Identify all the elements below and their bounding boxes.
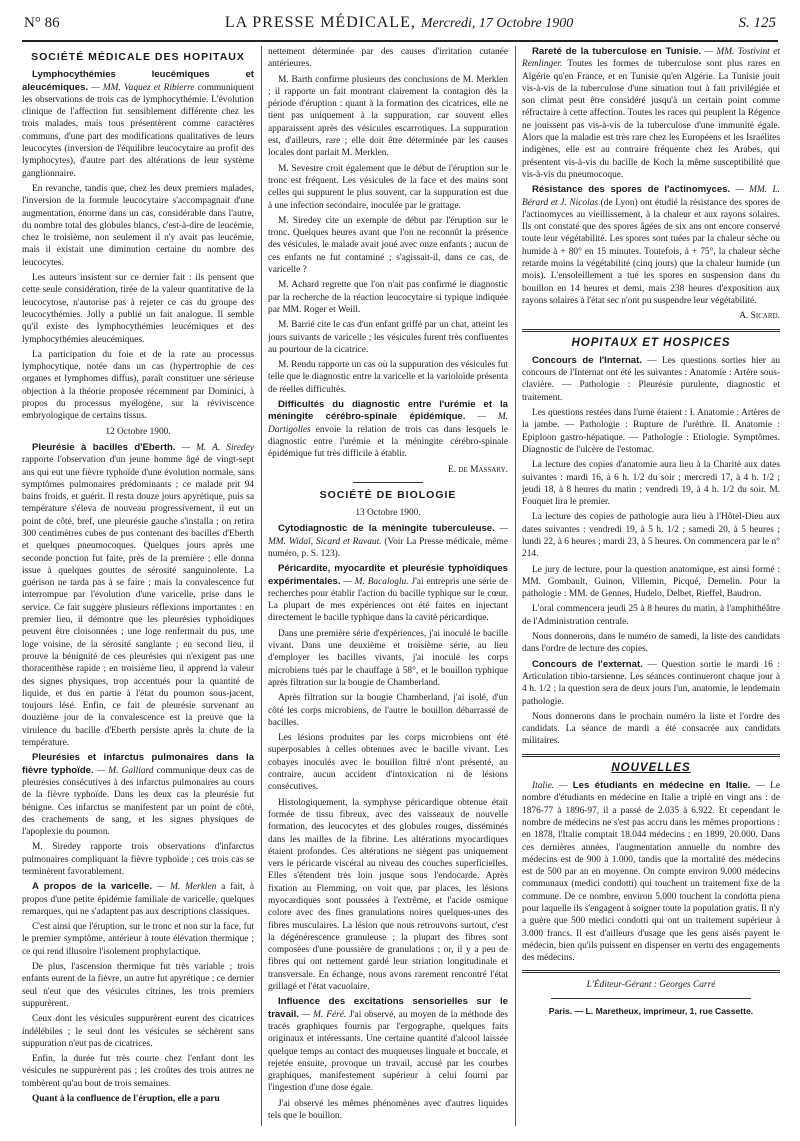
signature: E. de Massary. xyxy=(447,464,508,475)
column-divider xyxy=(515,46,516,1126)
paragraph: La lecture des copies de pathologie aura lieu à l'Hôtel-Dieu aux dates suivantes : vendredi 19, à 5 h. 1/2 ; samedi 20, à 5 heures ; lundi 22, à 6 heures ; mardi 23, à 5 heures. On commencera par le n° 214. xyxy=(522,512,780,560)
article-authors: — M. A. Siredey xyxy=(181,442,254,453)
column-2 xyxy=(268,46,508,1126)
paragraph: Les questions restées dans l'urne étaient : I. Anatomie : Artères de la jambe. — Pathologie : Rupture de l'urèthre. II. Anatomie : Epiploon gastro-hépatique. — Pathologie : Etiologie. Symptômes. Diagnostic de l'ulcère de l'estomac. xyxy=(522,408,780,455)
paragraph: En revanche, tandis que, chez les deux premiers malades, l'inversion de la formule leucocytaire s'accompagnait d'une augmentation, énorme dans un cas, considérable dans l'autre, du nombre total des globules blancs, c'est-à-dire de leucémie, chez le troisième, non seulement il n'y avait pas leucémie, mais il existait une diminution certaine du nombre des leucocytes. xyxy=(22,183,254,268)
paragraph: Histologiquement, la symphyse péricardique obtenue était formée de tissu fibreux, avec des vaisseaux de nouvelle formation, des leucocytes et des globules rouges, disséminés dans les mailles de la fibrine. Les altérations myocardiques étaient profondes. Ces altérations ne siègent pas uniquement vers le péricarde viscéral au niveau des couches superficielles. Elles s'étendent très loin jusque sous l'endocarde. Après fixation au Flemming, on voit que, par places, les lésions myocardiques sont poussées à l'extrême, et l'acide osmique colore avec des fines granulations noires quelques-unes des fibres musculaires. La lésion que nous retrouvons surtout, c'est la dégénérescence granuleuse ; la plupart des fibres sont composées d'une poussière de granulations ; or, il y a peu de fibres qui ont nettement gardé leur striation longitudinale et transversale. En échange, nous avons rarement rencontré l'état grillagé et l'état vacuolaire. xyxy=(268,797,508,993)
paragraph: M. Barth confirme plusieurs des conclusions de M. Merklen ; il rapporte un fait montrant clairement la contagion dès la période d'éruption : quant à la formation des cicatrices, elle ne tient pas uniquement à la suppuration, car souvent elles apparaissent après des vésicules escarrotiques. La suppuration est, d'ailleurs, rare ; elle doit être déterminée par les causes locales dont parlait M. Merklen. xyxy=(268,74,508,159)
article-authors: — M. Merklen xyxy=(156,882,217,893)
paragraph: Après filtration sur la bougie Chamberland, j'ai isolé, d'un côté les corps microbiens, de l'autre le bouillon débarrassé de bacilles. xyxy=(268,693,508,728)
session-date: 13 Octobre 1900. xyxy=(355,508,421,519)
article-heading: Concours de l'Internat. xyxy=(532,354,642,366)
divider xyxy=(353,482,423,483)
page-header xyxy=(24,14,776,36)
article-authors: — MM. Vaquez et Ribierre xyxy=(91,82,195,93)
paragraph: Le jury de lecture, pour la question anatomique, est ainsi formé : MM. Gombault, Guinon, Villemin, Picqué, Demelin. Pour la pathologie : MM. de Gennes, Hudelo, Delbet, Rieffel, Baudron. xyxy=(522,564,780,600)
article-authors: — MM. Tostivint et Remlinger. xyxy=(522,47,780,70)
paragraph: M. Barrié cite le cas d'un enfant griffé par un chat, atteint les jours suivants de varicelle ; les vésicules furent très confluentes au pourtour de la cicatrice. xyxy=(268,320,508,355)
issue-date: Mercredi, 17 Octobre 1900 xyxy=(420,16,574,31)
paragraph: M. Siredey cite un exemple de début par l'éruption sur le tronc. Quelques heures avant que l'on ne reconnût la présence des vésicules, le malade avait joué avec onze enfants ; aucun de ces enfants ne fut contaminé ; s'agissait-il, dans ce cas, de varicelle ? xyxy=(268,215,508,276)
paragraph: Enfin, la durée fut très courte chez l'enfant dont les vésicules ne suppurèrent pas ; les croûtes des trois autres ne tombèrent qu'au bout de trois semaines. xyxy=(22,1054,254,1089)
article-heading: Lymphocythémies leucémiques et aleucémiques. xyxy=(22,69,254,93)
column-3 xyxy=(522,46,780,1126)
news-country: Italie. — xyxy=(532,781,568,792)
article-authors: — M. Féré. xyxy=(301,1009,347,1020)
section-title: NOUVELLES xyxy=(611,761,691,774)
article-heading: Pleurésies et infarctus pulmonaires dans la fièvre typhoïde. xyxy=(22,752,254,776)
paragraph: Toutes les formes de tuberculose sont plus rares en Algérie qu'en France, et en Tunisie qu'en Algérie. La Tunisie jouit vis-à-vis de la tuberculose d'une situation tout à fait privilégiée et son climat peut être considéré jusqu'à un certain point comme réfractaire à cette affection. Toutes les races qui peuplent la Régence ne jouissent pas vis-à-vis de la tuberculose d'une immunité égale. Alors que la maladie est très rare chez les Européens et les Israélites indigènes, elle est au contraire fréquente chez les Arabes, qui présentent vis-à-vis du bacille de Koch la même susceptibilité que vis-à-vis du pneumocoque. xyxy=(522,59,780,180)
paragraph: Nous donnerons dans le prochain numéro la liste et l'ordre des candidats. La séance de mardi a été consacrée aux candidats militaires. xyxy=(522,711,780,747)
paragraph: — Le nombre d'étudiants en médecine en Italie a triplé en vingt ans : de 1876-77 à 1896-97, il a passé de 2.035 à 6.922. Et cependant le nombre de médecins ne s'est pas accru dans les mêmes proportions : en 1878, l'Italie comptait 18.044 médecins ; en 1899, 20.000. Dans ces dernières années, l'augmentation annuelle du nombre des médecins est de 900 à 1.000, tandis que la mortalité des médecins est de 500 par an en moyenne. On compte environ 9.000 médecins communaux (medici condotti) qui touchent un traitement fixe de la commune. De ce nombre, environ 5.000 touchent la condotta piena pour laquelle ils s'engagent à soigner toute la population gratis. Il n'y a guère que 500 medici condotti qui ont un traitement supérieur à 3.000 francs. Il est d'ailleurs d'usage que les gens aisés payent le médecin, bien qu'ils puissent en dispenser en vertu des engagements des médecins. xyxy=(522,781,780,964)
section-title: SOCIÉTÉ MÉDICALE DES HOPITAUX xyxy=(31,51,245,63)
paragraph: — Les questions sorties hier au concours de l'Internat ont été les suivantes : Anatomie : Artère sous-clavière. — Pathologie : Pleurésie purulente, diagnostic et traitement. xyxy=(522,355,780,403)
article-heading: Cytodiagnostic de la méningite tuberculeuse. xyxy=(278,523,495,535)
journal-title xyxy=(225,14,573,32)
article-heading: Péricardite, myocardite et pleurésie typhoïdiques expérimentales. xyxy=(268,563,508,587)
article-authors: — MM. Widal, Sicard et Ravaut. xyxy=(268,524,508,547)
article-heading: Rareté de la tuberculose en Tunisie. xyxy=(532,46,702,57)
session-date: 12 Octobre 1900. xyxy=(105,426,171,437)
column-divider xyxy=(261,46,262,1126)
paragraph: M. Achard regrette que l'on n'ait pas confirmé le diagnostic par la recherche de la réaction leucocytaire si typique indiquée par MM. Roger et Weill. xyxy=(268,280,508,315)
paragraph: communiquent les observations de trois cas de lymphocythémie. L'évolution clinique de l'affection fut sensiblement différente chez les trois malades, mais tous présentèrent comme caractères communs, d'une part des modifications qualitatives de leurs leucocytes (inversion de l'équilibre leucocytaire au profit des lymphocytes), d'autre part des altérations de leur système ganglionnaire. xyxy=(22,82,254,179)
divider xyxy=(522,754,780,757)
page-number: S. 125 xyxy=(738,15,776,31)
paragraph: La lecture des copies d'anatomie aura lieu à la Charité aux dates suivantes : mardi 16, à 6 h. 1/2 du soir ; mercredi 17, à 4 h. 1/2 ; jeudi 18, à 8 heures du matin ; vendredi 19, à 4 h. 1/2 du soir. M. Fouquet lira le premier. xyxy=(522,460,780,508)
paragraph: Nous donnerons, dans le numéro de samedi, la liste des candidats dans l'ordre de lecture des copies. xyxy=(522,632,780,655)
paragraph: J'ai observé, au moyen de la méthode des tracés graphiques fournis par l'ergographe, quelques faits originaux et intéressants. Une certaine quantité d'alcool laissée quelque temps au contact des muqueuses linguale et buccale, et rejetée ensuite, provoque un travail, accusé par les courbes graphiques, manifestement supérieur à celui fourni par l'ingestion d'une dose égale. xyxy=(268,1009,508,1094)
article-authors: — M. Dartigolles xyxy=(268,412,508,435)
issue-number: N° 86 xyxy=(24,15,60,31)
paragraph: Les auteurs insistent sur ce dernier fait : ils pensent que cette seule considération, tirée de la valeur quantitative de la leucocytose, n'autorise pas à rejeter ce cas du groupe des leucocythémies. Jolly a publié un fait analogue. Il semble qu'il existe des lymphocythémies leucémiques et des lymphocythémies aleucémiques. xyxy=(22,273,254,345)
divider xyxy=(522,329,780,332)
paragraph: J'ai observé les mêmes phénomènes avec d'autres liquides tels que le bouillon. xyxy=(268,1098,508,1122)
article-authors: — MM. L. Bérard et J. Nicolas xyxy=(522,185,780,208)
section-title: HOPITAUX ET HOSPICES xyxy=(571,336,731,349)
paragraph: communique deux cas de pleurésies consécutives à des infarctus pulmonaires au cours de la fièvre typhoïde. Dans les deux cas la pleurésie fut bénigne. Ces infarctus se manifestent par un point de côté, des crachements de sang, et les signes physiques de l'apoplexie du poumon. xyxy=(22,765,254,838)
article-heading: Résistance des spores de l'actinomyces. xyxy=(532,184,731,196)
paragraph: envoie la relation de trois cas dans lesquels le diagnostic entre l'urémie et la méningite cérébro-spinale épidémique fut très difficile à établir. xyxy=(268,424,508,460)
article-heading: Concours de l'externat. xyxy=(532,658,643,670)
paragraph: De plus, l'ascension thermique fut très variable ; trois enfants eurent de la fièvre, un autre fut apyrétique ; ce dernier seul n'eut que des vésicules citrines, les trois premiers suppurèrent. xyxy=(22,962,254,1009)
paragraph: M. Siredey rapporte trois observations d'infarctus pulmonaires compliquant la fièvre typhoïde ; ces trois cas se terminèrent favorablement. xyxy=(22,842,254,877)
journal-name: LA PRESSE MÉDICALE, xyxy=(224,14,416,31)
section-title: SOCIÉTÉ DE BIOLOGIE xyxy=(319,488,457,501)
paragraph: a fait, à propos d'une petite épidémie familiale de varicelle, quelques remarques, qui ne s'adaptent pas aux descriptions classiques. xyxy=(22,882,254,917)
paragraph: L'oral commencera jeudi 25 à 8 heures du matin, à l'amphithéâtre de l'Administration centrale. xyxy=(522,604,780,627)
article-heading: Influence des excitations sensorielles sur le travail. xyxy=(268,996,508,1020)
editor-credit: L'Éditeur-Gérant : Georges Carré xyxy=(586,980,716,991)
reference: (Voir La Presse médicale, même numéro, p. S. 123). xyxy=(268,536,508,559)
paragraph: J'ai entrepris une série de recherches pour établir l'action du bacille typhique sur le cœur. La plupart de mes expériences ont été faites en injectant directement le bacille typhique dans la cavité péricardique. xyxy=(268,576,508,624)
article-authors: — M. Galliard xyxy=(96,765,154,776)
divider xyxy=(551,998,751,999)
paragraph: nettement déterminée par des causes d'irritation cutanée antérieures. xyxy=(268,47,508,70)
divider xyxy=(522,970,780,973)
paragraph: rapporte l'observation d'un jeune homme âgé de vingt-sept ans qui eut une fièvre typhoïde d'une évolution normale, sans symptômes pulmonaires prédominants ; ce malade prit 94 bains froids, et guérit. Il resta douze jours apyrétique, puis sa température s'éleva de nouveau progressivement, il eut un point de côté, bref, une pleurésie gauche s'installa ; on retira 300 centimètres cubes de pus contenant des bacilles d'Eberth et quelques pneumocoques. Quelques jours après une seconde ponction fut faite, près de la première ; elle donna issue à quelques gouttes de sérosité sanguinolente. La guérison ne tarda pas à se faire ; mais la convalescence fut interrompue par l'évolution d'une varicelle, prise dans le service. Ce fait suggère plusieurs réflexions importantes : en premier lieu, il démontre que les pleurésies typhoïdiques peuvent être cloisonnées ; une loge renfermait du pus, une loge voisine, de la sérosité sanglante ; en second lieu, il prouve la bénignité de ces pleurésies qui n'exigent pas une thoracenthèse rapide ; en troisième lieu, il apprend la valeur des signes physiques, trop accentués pour la quantité de liquide, et dus en partie à l'état du poumon sous-jacent, toujours lésé. Enfin, ce fait de pleurésie survenant au douzième jour de la convalescence est la preuve que la virulence du bacille d'Eberth persiste après la chute de la température. xyxy=(22,455,254,749)
paragraph: Dans une première série d'expériences, j'ai inoculé le bacille vivant. Dans une deuxième et troisième série, au lieu d'employer les bacilles vivants, j'ai inoculé les corps microbiens tués par le chauffage à 58°, et le bouillon typhique après filtration sur la bougie de Chamberland. xyxy=(268,628,508,688)
paragraph: (de Lyon) ont étudié la résistance des spores de l'actinomyces au vieillissement, à la chaleur et aux rayons solaires. Ils ont constaté que des spores âgées de six ans ont encore conservé toute leur végétabilité. Les spores sont tuées par la chaleur sèche ou humide à + 80° en 15 minutes. Toutefois, à + 75°, la chaleur sèche retarde moins la végétabilité (cinq jours) que la chaleur humide (un mois). L'ensoleillement a tué les spores en suspension dans du bouillon en 14 heures et demi, mais 238 heures d'exposition aux rayons solaires à l'état sec n'ont pu suspendre leur végétabilité. xyxy=(522,197,780,306)
article-heading: Pleurésie à bacilles d'Eberth. xyxy=(32,441,176,453)
paragraph: Quant à la confluence de l'éruption, elle a paru xyxy=(32,1094,220,1105)
article-heading: A propos de la varicelle. xyxy=(32,881,153,893)
paragraph: C'est ainsi que l'éruption, sur le tronc et non sur la face, fut le premier symptôme, antérieur à toute élévation thermique ; ce qui rend illusoire l'isolement prophylactique. xyxy=(22,922,254,957)
article-authors: — M. Bacaloglu. xyxy=(343,576,409,587)
paragraph: Les lésions produites par les corps microbiens ont été superposables à celles obtenues avec le bacille vivant. Les cobayes inoculés avec le bouillon filtré n'ont présenté, au contraire, aucun accident d'intoxication ni de lésions consécutives. xyxy=(268,733,508,793)
article-heading: Les étudiants en médecine en Italie. xyxy=(572,780,751,792)
paragraph: Ceux dont les vésicules suppurèrent eurent des cicatrices indélébiles ; le seul dont les vésicules se séchèrent sans suppuration n'eut pas de cicatrices. xyxy=(22,1014,254,1049)
column-1 xyxy=(22,46,254,1126)
header-rule xyxy=(22,40,778,42)
paragraph: M. Sevestre croit également que le début de l'éruption sur le tronc est fréquent. Les vésicules de la face et des mains sont celles qui suppurent le plus souvent, car la suppuration est due à une infection secondaire, inoculée par le grattage. xyxy=(268,163,508,211)
paragraph: La participation du foie et de la rate au processus lymphocytique, notée dans un cas (hypertrophie de ces organes et lymphomes diffus), paraît constituer une sérieuse objection à la théorie proposée récemment par Dominici, à propos du processus myélogène, sur la réviviscence embryologique de certains tissus. xyxy=(22,349,254,422)
signature: A. Sicard. xyxy=(739,311,780,322)
article-heading: Difficultés du diagnostic entre l'urémie et la méningite cérébro-spinale épidémique. xyxy=(268,399,508,423)
paragraph: — Question sortie le mardi 16 : Articulation tibio-tarsienne. Les séances continueront chaque jour à 4 h. 1/2 ; la question sera de deux jours l'un, anatomie, le lendemain pathologie. xyxy=(522,659,780,707)
paragraph: M. Rendu rapporte un cas où la suppuration des vésicules fut telle que le diagnostic entre la varicelle et la varioloïde présenta de réelles difficultés. xyxy=(268,360,508,395)
printer-credit: Paris. — L. Maretheux, imprimeur, 1, rue Cassette. xyxy=(548,1005,754,1016)
